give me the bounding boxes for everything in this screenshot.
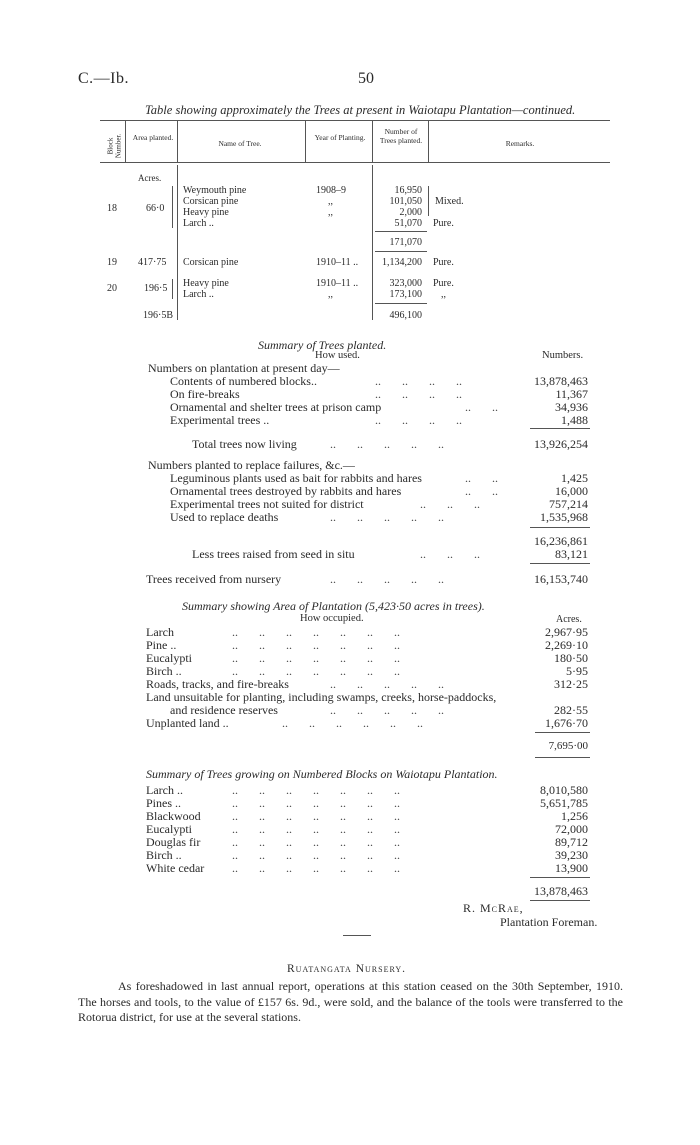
- tree-count: 323,000: [389, 278, 422, 289]
- area-value: 417·75: [138, 257, 167, 268]
- summary-row: Leguminous plants used as bait for rabbits and hares .. .. 1,425: [170, 471, 588, 485]
- summary-row: Experimental trees not suited for district .. .. .. 757,214: [170, 497, 588, 511]
- area-value: 66·0: [146, 203, 165, 214]
- group-heading: Numbers planted to replace failures, &c.—: [148, 458, 355, 472]
- section-heading: Ruatangata Nursery.: [287, 963, 407, 975]
- block-row: White cedar .. .. .. .. .. .. .. 13,900: [146, 861, 588, 875]
- area-row: Eucalypti .. .. .. .. .. .. .. 180·50: [146, 651, 588, 665]
- remark: Pure.: [433, 257, 454, 268]
- subtotal-row: 16,236,861: [534, 534, 588, 548]
- block-total: 171,070: [389, 237, 422, 248]
- block-row: Pines .. .. .. .. .. .. .. .. 5,651,785: [146, 796, 588, 810]
- block-row: Blackwood .. .. .. .. .. .. .. 1,256: [146, 809, 588, 823]
- section-title: Summary of Trees growing on Numbered Blocks on Waiotapu Plantation.: [146, 767, 498, 781]
- col-number: Number of Trees planted.: [379, 127, 423, 145]
- col-how-occupied: How occupied.: [300, 613, 364, 624]
- block-number: 20: [107, 283, 117, 294]
- planting-year: ,,: [328, 196, 333, 207]
- col-year: Year of Planting.: [314, 133, 366, 142]
- section-title: Summary showing Area of Plantation (5,423·50 acres in trees).: [182, 599, 485, 613]
- nursery-paragraph: As foreshadowed in last annual report, operations at this station ceased on the 30th September, 1910. The horses and tools, to the value of £157 6s. 9d., were sold, and the balance of the tools were transferred to the Rotorua district, for use at the several stations.: [78, 979, 623, 1024]
- summary-row: Ornamental and shelter trees at prison camp .. .. 34,936: [170, 400, 588, 414]
- signature-name: R. McRae,: [463, 901, 524, 915]
- acres-label: Acres.: [138, 173, 162, 183]
- col-numbers: Numbers.: [542, 350, 584, 361]
- col-how-used: How used.: [315, 350, 360, 361]
- planting-year: 1910–11 ..: [316, 257, 359, 268]
- group-heading: Numbers on plantation at present day—: [148, 361, 340, 375]
- area-row: Larch .. .. .. .. .. .. .. 2,967·95: [146, 625, 588, 639]
- tree-count: 101,050: [389, 196, 422, 207]
- col-acres: Acres.: [556, 614, 582, 625]
- tree-name: Heavy pine: [183, 278, 229, 289]
- area-row: Roads, tracks, and fire-breaks .. .. .. .. .. 312·25: [146, 677, 588, 691]
- tree-count: 2,000: [399, 207, 422, 218]
- planting-year: ,,: [328, 289, 333, 300]
- col-remarks: Remarks.: [505, 139, 535, 148]
- received-row: Trees received from nursery .. .. .. .. .. 16,153,740: [146, 572, 588, 586]
- tree-count: 16,950: [394, 185, 422, 196]
- remark: ,,: [441, 289, 446, 300]
- table-title: Table showing approximately the Trees at present in Waiotapu Plantation—continued.: [145, 103, 576, 117]
- block-row: Larch .. .. .. .. .. .. .. .. 8,010,580: [146, 783, 588, 797]
- col-area: Area planted.: [132, 133, 174, 142]
- tree-name: Corsican pine: [183, 257, 239, 268]
- area-value: 196·5: [144, 283, 168, 294]
- area-row: Unplanted land .. .. .. .. .. .. .. 1,676·70: [146, 716, 588, 730]
- tree-count: 1,134,200: [382, 257, 422, 268]
- tree-count: 173,100: [389, 289, 422, 300]
- area-row: and residence reserves .. .. .. .. .. 282·55: [170, 703, 588, 717]
- summary-row: Ornamental trees destroyed by rabbits and hares .. .. 16,000: [170, 484, 588, 498]
- block-row: Eucalypti .. .. .. .. .. .. .. 72,000: [146, 822, 588, 836]
- area-row: Birch .. .. .. .. .. .. .. .. 5·95: [146, 664, 588, 678]
- summary-row: On fire-breaks .. .. .. .. 11,367: [170, 387, 588, 401]
- planting-year: 1908–9: [316, 185, 346, 196]
- tree-count: 51,070: [394, 218, 422, 229]
- less-row: Less trees raised from seed in situ .. .. .. 83,121: [192, 547, 588, 561]
- blocks-total-row: 13,878,463: [534, 884, 588, 898]
- area-total-row: 7,695·00: [548, 740, 588, 752]
- planting-year: 1910–11 ..: [316, 278, 359, 289]
- divider: [343, 935, 371, 936]
- block-total: 496,100: [389, 310, 422, 321]
- section-title: Summary of Trees planted.: [258, 338, 387, 352]
- tree-name: Corsican pine: [183, 196, 239, 207]
- signature-title: Plantation Foreman.: [500, 915, 598, 929]
- block-row: Douglas fir .. .. .. .. .. .. .. 89,712: [146, 835, 588, 849]
- summary-row: Contents of numbered blocks.. .. .. .. .. 13,878,463: [170, 374, 588, 388]
- remark: Mixed.: [435, 196, 464, 207]
- document-code: C.—Ib.: [78, 70, 129, 87]
- col-name: Name of Tree.: [218, 139, 262, 148]
- col-block: Block Number.: [106, 133, 123, 159]
- area-total: 196·5B: [143, 310, 173, 321]
- summary-row: Experimental trees .. .. .. .. .. 1,488: [170, 413, 588, 427]
- planting-year: ,,: [328, 207, 333, 218]
- block-number: 18: [107, 203, 117, 214]
- remark: Pure.: [433, 278, 454, 289]
- tree-name: Heavy pine: [183, 207, 229, 218]
- block-number: 19: [107, 257, 117, 268]
- area-row: Pine .. .. .. .. .. .. .. .. 2,269·10: [146, 638, 588, 652]
- area-row: Land unsuitable for planting, including swamps, creeks, horse-paddocks,: [146, 690, 497, 704]
- tree-name: Weymouth pine: [183, 185, 247, 196]
- block-row: Birch .. .. .. .. .. .. .. .. 39,230: [146, 848, 588, 862]
- total-row: Total trees now living .. .. .. .. .. 13,926,254: [192, 437, 588, 451]
- remark: Pure.: [433, 218, 454, 229]
- summary-row: Used to replace deaths .. .. .. .. .. 1,535,968: [170, 510, 588, 524]
- tree-name: Larch ..: [183, 289, 214, 300]
- tree-name: Larch ..: [183, 218, 214, 229]
- page-number: 50: [358, 70, 374, 87]
